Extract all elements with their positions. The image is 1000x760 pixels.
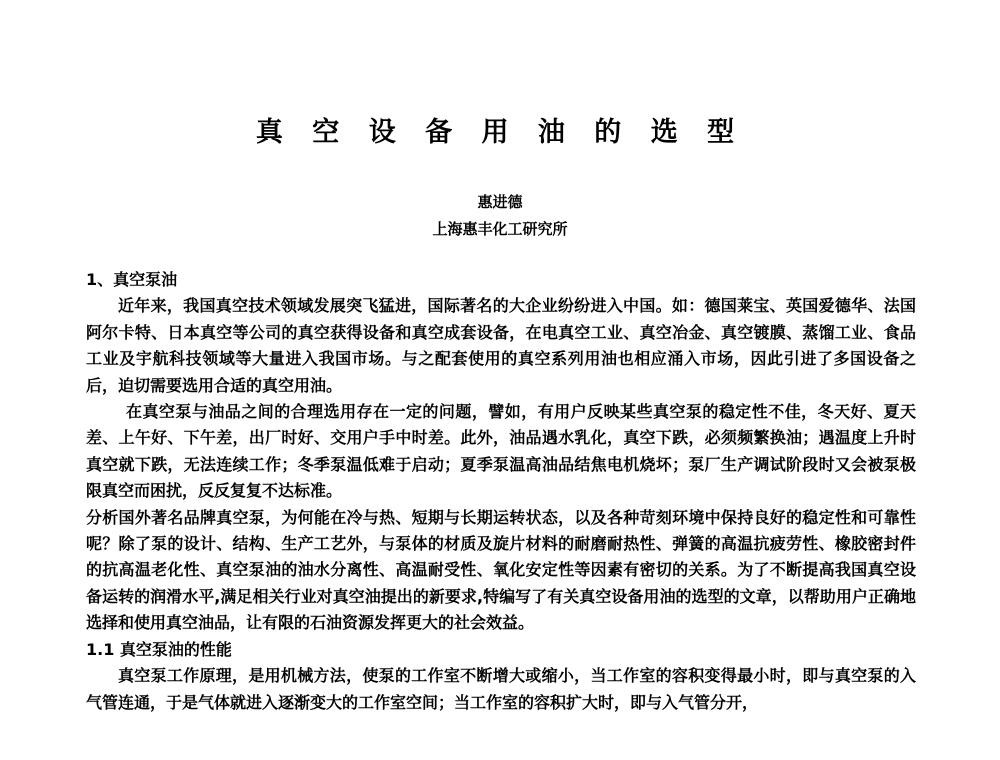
paragraph: 真空泵工作原理，是用机械方法，使泵的工作室不断增大或缩小，当工作室的容积变得最小时，即与真空泵的入气管连通，于是气体就进入逐渐变大的工作室空间；当工作室的容积扩大时，即与入气管分开， <box>86 666 916 712</box>
paragraph: 分析国外著名品牌真空泵，为何能在冷与热、短期与长期运转状态，以及各种苛刻环境中保持良好的稳定性和可靠性呢？除了泵的设计、结构、生产工艺外，与泵体的材质及旋片材料的耐磨耐热性、弹簧的高温抗疲劳性、橡胶密封件的抗高温老化性、真空泵油的油水分离性、高温耐受性、氧化安定性等因素有密切的关系。为了不断提高我国真空设备运转的润滑水平,满足相关行业对真空油提出的新要求,特编写了有关真空设备用油的选型的文章，以帮助用户正确地选择和使用真空油品，让有限的石油资源发挥更大的社会效益。 <box>86 507 916 633</box>
subsection-heading: 1.1 真空泵油的性能 <box>86 639 232 659</box>
author-affiliation: 上海惠丰化工研究所 <box>432 220 568 238</box>
paragraph: 近年来，我国真空技术领域发展突飞猛进，国际著名的大企业纷纷进入中国。如：德国莱宝、英国爱德华、法国阿尔卡特、日本真空等公司的真空获得设备和真空成套设备，在电真空工业、真空冶金、真空镀膜、蒸馏工业、食品工业及宇航科技领域等大量进入我国市场。与之配套使用的真空系列用油也相应涌入市场，因此引进了多国设备之后，迫切需要选用合适的真空用油。 <box>86 296 916 395</box>
document-title: 真 空 设 备 用 油 的 选 型 <box>255 117 745 148</box>
document-body <box>86 267 916 716</box>
author-name: 惠进德 <box>477 193 523 211</box>
paragraph: 在真空泵与油品之间的合理选用存在一定的问题，譬如，有用户反映某些真空泵的稳定性不佳，冬天好、夏天差、上午好、下午差，出厂时好、交用户手中时差。此外，油品遇水乳化，真空下跌，必须频繁换油；遇温度上升时真空就下跌，无法连续工作；冬季泵温低难于启动；夏季泵温高油品结焦电机烧坏；泵厂生产调试阶段时又会被泵极限真空而困扰，反反复复不达标准。 <box>86 402 916 501</box>
section-heading: 1、真空泵油 <box>86 270 178 289</box>
